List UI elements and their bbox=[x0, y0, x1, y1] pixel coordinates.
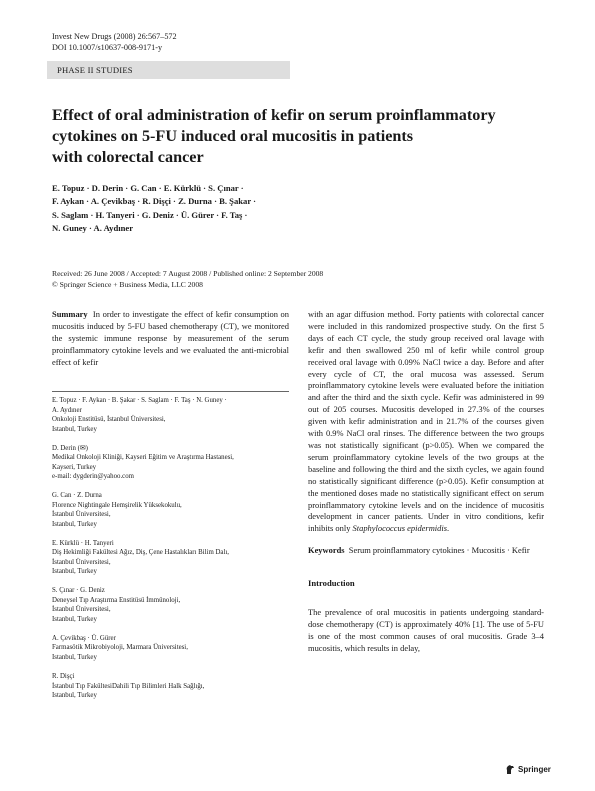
author-email-link[interactable]: e-mail: dygderin@yahoo.com bbox=[52, 473, 134, 481]
affiliation-line: A. Aydıner bbox=[52, 406, 82, 414]
affiliation-line: İstanbul Tıp FakültesiDahili Tıp Bilimleri Halk Sağlığı, bbox=[52, 682, 205, 690]
affiliation-line: A. Çevikbaş · Ü. Gürer bbox=[52, 634, 116, 642]
author-line: E. Topuz · D. Derin · G. Can · E. Kürklü · S. Çınar · bbox=[52, 183, 244, 193]
article-title bbox=[52, 105, 512, 168]
affiliation-line: G. Can · Z. Durna bbox=[52, 492, 102, 500]
affiliation-line: E. Topuz · F. Aykan · B. Şakar · S. Saglam · F. Taş · N. Guney · bbox=[52, 397, 227, 404]
affiliation-line: Istanbul, Turkey bbox=[52, 692, 97, 700]
springer-horse-icon bbox=[505, 764, 515, 775]
affiliation-line: Onkoloji Enstitüsü, İstanbul Üniversitesi, bbox=[52, 416, 166, 423]
affiliation-line: Florence Nightingale Hemşirelik Yüksekokulu, bbox=[52, 501, 182, 509]
affiliation-line: Medikal Onkoloji Kliniği, Kayseri Eğitim ve Araştırma Hastanesi, bbox=[52, 454, 234, 462]
publication-dates bbox=[52, 268, 452, 290]
abstract-continuation bbox=[308, 309, 544, 655]
publisher-name: Springer bbox=[518, 765, 551, 774]
species-name: Staphylococcus epidermidis bbox=[352, 523, 447, 534]
affiliation-block bbox=[52, 444, 289, 482]
affiliation-line: Istanbul, Turkey bbox=[52, 615, 97, 623]
abstract-body bbox=[308, 309, 544, 535]
affiliation-line: S. Çınar · G. Deniz bbox=[52, 587, 105, 595]
affiliation-line: Istanbul, Turkey bbox=[52, 425, 97, 433]
affiliation-line: Kayseri, Turkey bbox=[52, 463, 97, 471]
affiliation-line: D. Derin (✉) bbox=[52, 444, 88, 452]
summary-text: In order to investigate the effect of kefir consumption on mucositis induced by 5-FU based chemotherapy (CT), we monitored the systemic immune response by measurement of the serum proinflammatory cytokine levels and we evaluated the anti-microbial effect of kefir bbox=[52, 309, 289, 367]
affiliation-block bbox=[52, 672, 289, 701]
keywords-paragraph bbox=[308, 545, 544, 557]
introduction-heading: Introduction bbox=[308, 578, 355, 589]
doi-line: DOI 10.1007/s10637-008-9171-y bbox=[52, 43, 163, 52]
affiliation-line: R. Dişçi bbox=[52, 673, 75, 681]
affiliation-block bbox=[52, 539, 289, 577]
affiliation-block bbox=[52, 491, 289, 529]
affiliation-line: Istanbul, Turkey bbox=[52, 520, 97, 528]
publisher-logo bbox=[505, 764, 551, 775]
affiliation-block bbox=[52, 396, 289, 434]
affiliations bbox=[52, 396, 289, 710]
abstract-end: . bbox=[446, 523, 450, 534]
affiliation-divider bbox=[52, 391, 289, 392]
affiliation-line: Deneysel Tıp Araştırma Enstitüsü İmmünoloji, bbox=[52, 596, 181, 604]
author-line: S. Saglam · H. Tanyeri · G. Deniz · Ü. Gürer · F. Taş · bbox=[52, 209, 248, 220]
affiliation-line: İstanbul Üniversitesi, bbox=[52, 606, 111, 614]
copyright-line: © Springer Science + Business Media, LLC 2008 bbox=[52, 280, 203, 289]
author-list bbox=[52, 182, 352, 236]
author-line: F. Aykan · A. Çevikbaş · R. Dişçi · Z. Durna · B. Şakar · bbox=[52, 196, 256, 207]
affiliation-line: Istanbul, Turkey bbox=[52, 653, 97, 661]
author-line: N. Guney · A. Aydıner bbox=[52, 223, 134, 234]
keywords-label: Keywords bbox=[308, 545, 345, 556]
affiliation-line: Istanbul, Turkey bbox=[52, 568, 97, 576]
affiliation-line: İstanbul Üniversitesi, bbox=[52, 511, 111, 519]
summary-paragraph bbox=[52, 309, 289, 369]
title-line: with colorectal cancer bbox=[52, 148, 204, 166]
journal-line: Invest New Drugs (2008) 26:567–572 bbox=[52, 32, 177, 41]
title-line: cytokines on 5-FU induced oral mucositis in patients bbox=[52, 127, 414, 145]
affiliation-line: Farmasötik Mikrobiyoloji, Marmara Üniversitesi, bbox=[52, 644, 188, 652]
title-line: Effect of oral administration of kefir on serum proinflammatory bbox=[52, 106, 496, 124]
received-line: Received: 26 June 2008 / Accepted: 7 August 2008 / Published online: 2 September 2008 bbox=[52, 269, 324, 278]
abstract-text: with an agar diffusion method. Forty patients with colorectal cancer were included in this randomized prospective study. On the first 5 days of each CT cycle, the study group received oral lavage with kefir and then swallowed 250 ml of kefir while control group received oral lavage with 0.09% NaCl twice a day. Before and after every cycle of CT, the oral mucosa was assessed. Serum proinflammatory cytokine levels were evaluated before the initiation and after the third and the sixth cycle. Kefir was administered in 99 out of 205 courses. Mucositis developed in 27.3% of the courses given with kefir administration and in 21.7% of the courses given with 0.9% NaCl oral rinses. The difference between the two groups was not statistically significant (p>0.05). When we compared the serum proinflammatory cytokine levels of the two groups at the baseline and following the third and the sixth cycles, we again found no statistically significant difference (p>0.05). Kefir consumption at the mentioned doses made no statistically significant effect on serum proinflammatory cytokine levels and on the incidence of mucositis development in cancer patients. Under in vitro conditions, kefir inhibits only bbox=[308, 309, 544, 534]
affiliation-block bbox=[52, 634, 289, 663]
keywords-text: Serum proinflammatory cytokines · Mucositis · Kefir bbox=[348, 545, 530, 556]
affiliation-block bbox=[52, 586, 289, 624]
affiliation-line: E. Kürklü · H. Tanyeri bbox=[52, 539, 114, 547]
section-label: PHASE II STUDIES bbox=[57, 65, 133, 75]
affiliation-line: İstanbul Üniversitesi, bbox=[52, 558, 111, 566]
journal-citation bbox=[52, 31, 177, 53]
summary-label: Summary bbox=[52, 309, 88, 319]
introduction-text: The prevalence of oral mucositis in patients undergoing standard-dose chemotherapy (CT) is approximately 40% [1]. The use of 5-FU is one of the most common causes of oral mucositis. Grade 3–4 mucositis, which results in delay, bbox=[308, 607, 544, 653]
affiliation-line: Diş Hekimliği Fakültesi Ağız, Diş, Çene Hastalıkları Bilim Dalı, bbox=[52, 549, 229, 557]
section-label-bar bbox=[47, 61, 290, 79]
